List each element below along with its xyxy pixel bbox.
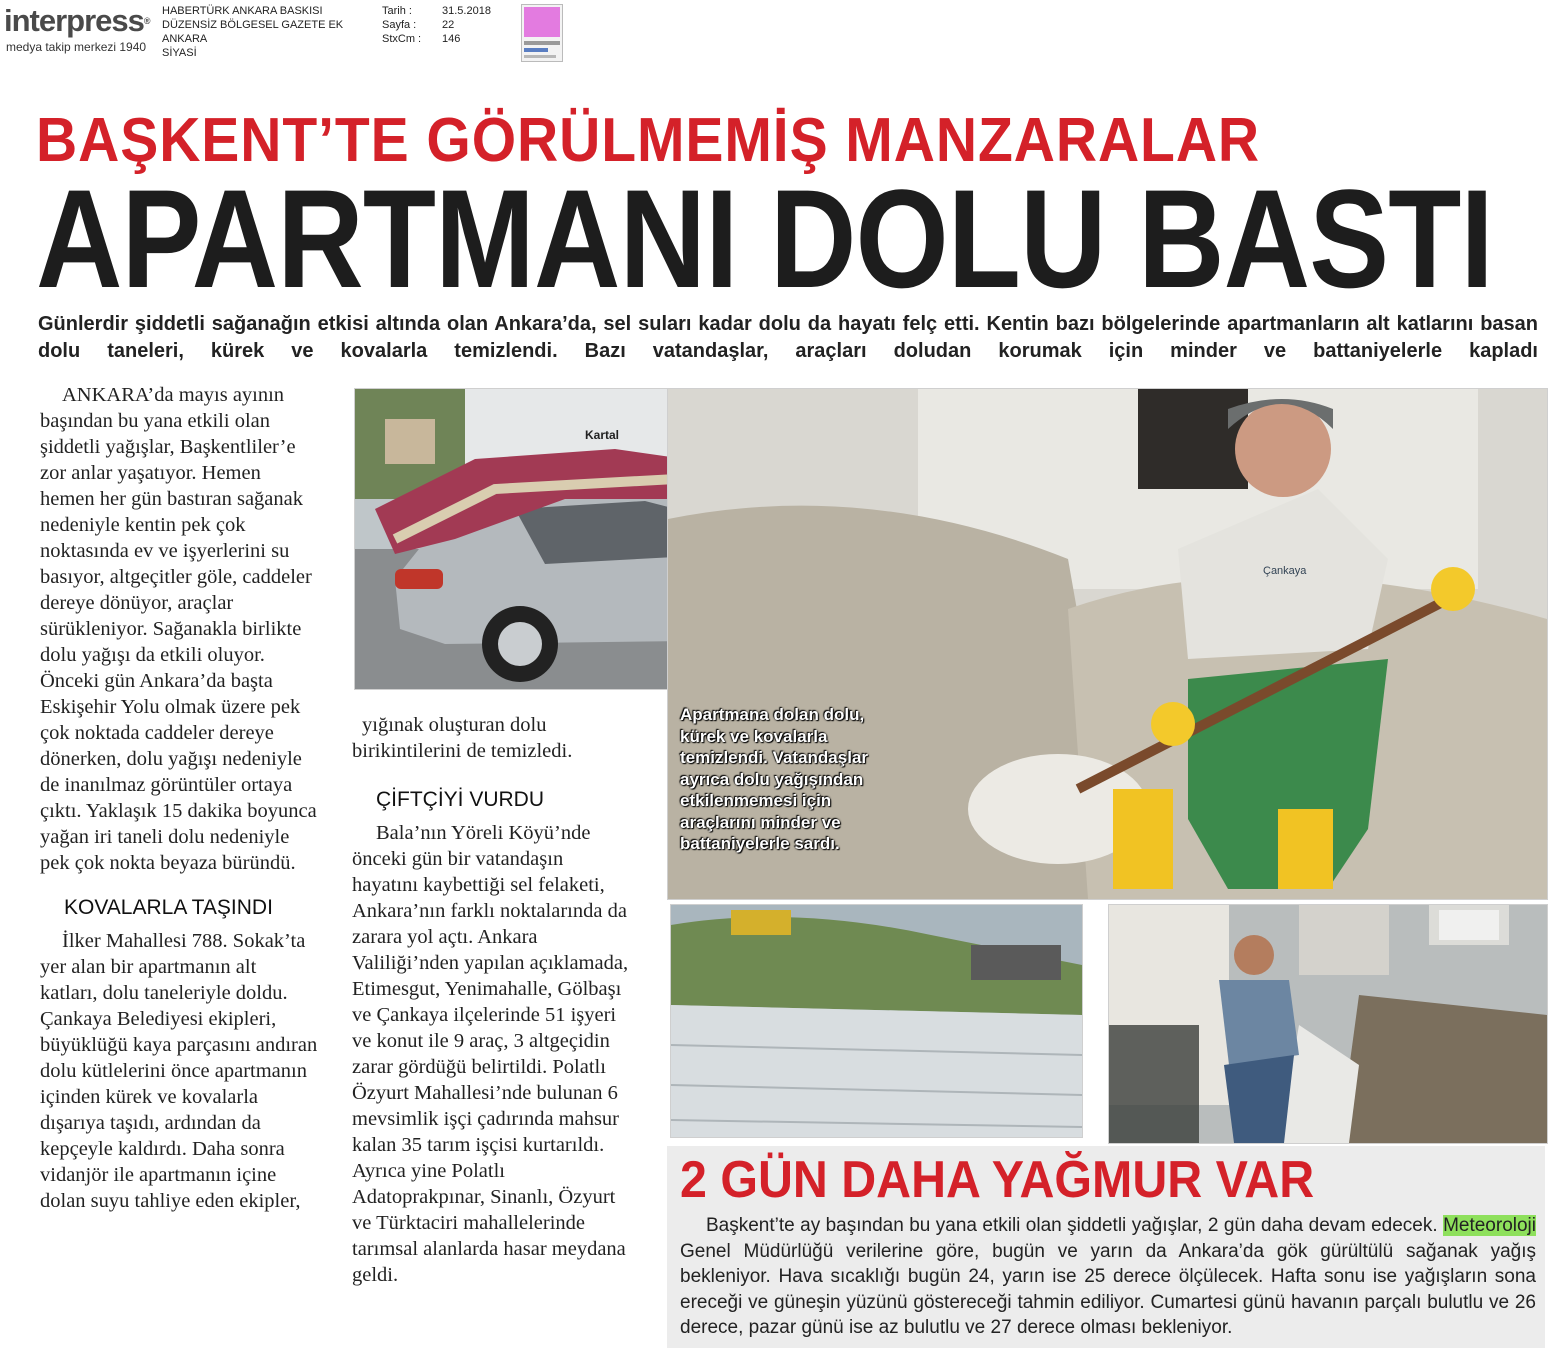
vest-logo: Çankaya	[1263, 565, 1307, 577]
publication-line: DÜZENSİZ BÖLGESEL GAZETE EK	[162, 19, 344, 31]
publication-info	[162, 4, 343, 60]
main-headline: APARTMANI DOLU BASTI	[36, 160, 1493, 317]
weather-text-part: Başkent’te ay başından bu yana etkili olan şiddetli yağışlar, 2 gün daha devam edecek.	[706, 1215, 1438, 1236]
interpress-logo	[4, 4, 150, 38]
page-value: 22	[442, 19, 455, 31]
body-column-1	[40, 382, 318, 1214]
body-column-2	[352, 712, 632, 1288]
logo-tagline: medya takip merkezi 1940	[6, 40, 147, 54]
date-label: Tarih :	[382, 5, 412, 17]
meta-values	[442, 4, 491, 46]
photo-caption: Apartmana dolan dolu, kürek ve kovalarla temizlendi. Vatandaşlar ayrıca dolu yağışından etkilenmemesi için araçlarını minder ve battaniyelerle sardı.	[680, 705, 869, 853]
kicker-headline: BAŞKENT’TE GÖRÜLMEMİŞ MANZARALAR	[36, 106, 1261, 175]
body-paragraph: ANKARA’da mayıs ayının başından bu yana etkili olan şiddetli yağışlar, Başkentliler’e zor anlar yaşatıyor. Hemen hemen her gün bastıran sağanak nedeniyle kentin pek çok noktasında ev ve işyerlerini su basıyor, altgeçitler göle, caddeler dereye dönüyor, araçlar sürükleniyor. Sağanakla birlikte dolu yağışı da etkili oluyor. Önceki gün Ankara’da başta Eskişehir Yolu olmak üzere pek çok noktada caddeler dereye dönerken, dolu yağışı nedeniyle de inanılmaz görüntüler ortaya çıktı. Yaklaşık 15 dakika boyunca yağan iri taneli dolu nedeniyle pek çok nokta beyaza büründü.	[40, 384, 317, 874]
field-photo	[670, 904, 1083, 1138]
date-value: 31.5.2018	[442, 5, 491, 17]
publication-line: HABERTÜRK ANKARA BASKISI	[162, 5, 323, 17]
meta-labels	[382, 4, 421, 46]
meteoroloji-highlight: Meteoroloji	[1443, 1215, 1536, 1236]
weather-box-text	[680, 1213, 1536, 1341]
body-paragraph: yığınak oluşturan dolu birikintilerini de temizledi.	[352, 714, 573, 762]
publication-line: SİYASİ	[162, 47, 197, 59]
publication-line: ANKARA	[162, 33, 208, 45]
registered-mark: ®	[143, 16, 150, 26]
logo-text: interpress	[4, 3, 144, 38]
body-paragraph: Bala’nın Yöreli Köyü’nde önceki gün bir vatandaşın hayatını kaybettiği sel felaketi, Ankara’nın farklı noktalarında da zarara yol açtı. Ankara Valiliği’nden yapılan açıklamada, Etimesgut, Yenimahalle, Gölbaşı ve Çankaya ilçelerinde 51 işyeri ve konut ile 9 araç, 3 altgeçidin zarar gördüğü belirtildi. Polatlı Özyurt Mahallesi’nde bulunan 6 mevsimlik işçi çadırında mahsur kalan 35 tarım işçisi kurtarıldı. Ayrıca yine Polatlı Adatoprakpınar, Sinanlı, Özyurt ve Türktaciri mahallelerinde tarımsal alanlarda hasar meydana geldi.	[352, 822, 629, 1286]
size-value: 146	[442, 33, 461, 45]
kartal-sign: Kartal	[585, 428, 620, 442]
body-paragraph: İlker Mahallesi 788. Sokak’ta yer alan bir apartmanın alt katları, dolu taneleriyle doldu. Çankaya Belediyesi ekipleri, büyüklüğü kaya parçasını andıran dolu kütlelerini önce apartmanın içinden kürek ve kovalarla dışarıya taşıdı, ardından da kepçeyle kaldırdı. Daha sonra vidanjör ile apartmanın içine dolan suyu tahliye eden ekipler,	[40, 930, 318, 1212]
page-label: Sayfa :	[382, 19, 417, 31]
weather-box-title: 2 GÜN DAHA YAĞMUR VAR	[680, 1151, 1315, 1209]
subheading-ciftciyi: ÇİFTÇİYİ VURDU	[376, 788, 544, 811]
street-photo	[1108, 904, 1548, 1144]
size-label: StxCm :	[382, 33, 422, 45]
page-thumbnail	[521, 4, 563, 62]
spot-text: Günlerdir şiddetli sağanağın etkisi altında olan Ankara’da, sel suları kadar dolu da hayatı felç etti. Kentin bazı bölgelerinde apartmanların alt katlarını basan dolu taneleri, kürek ve kovalarla temizlendi. Bazı vatandaşlar, araçları doludan korumak için minder ve battaniyelerle kapladı	[38, 313, 1538, 362]
subheading-kovalarla: KOVALARLA TAŞINDI	[64, 896, 273, 919]
weather-text-part: Genel Müdürlüğü verilerine göre, bugün ve yarın da Ankara’da gök gürültülü sağanak yağış bekleniyor. Hava sıcaklığı bugün 24, yarın ise 25 derece ölçülecek. Hafta sonu ise yağışların sona ereceği ve güneşin yüzünü göstereceği tahmin ediliyor. Cumartesi günü havanın parçalı bulutlu ve 26 derece, pazar günü ise az bulutlu ve 27 derece olması bekleniyor.	[680, 1240, 1536, 1338]
